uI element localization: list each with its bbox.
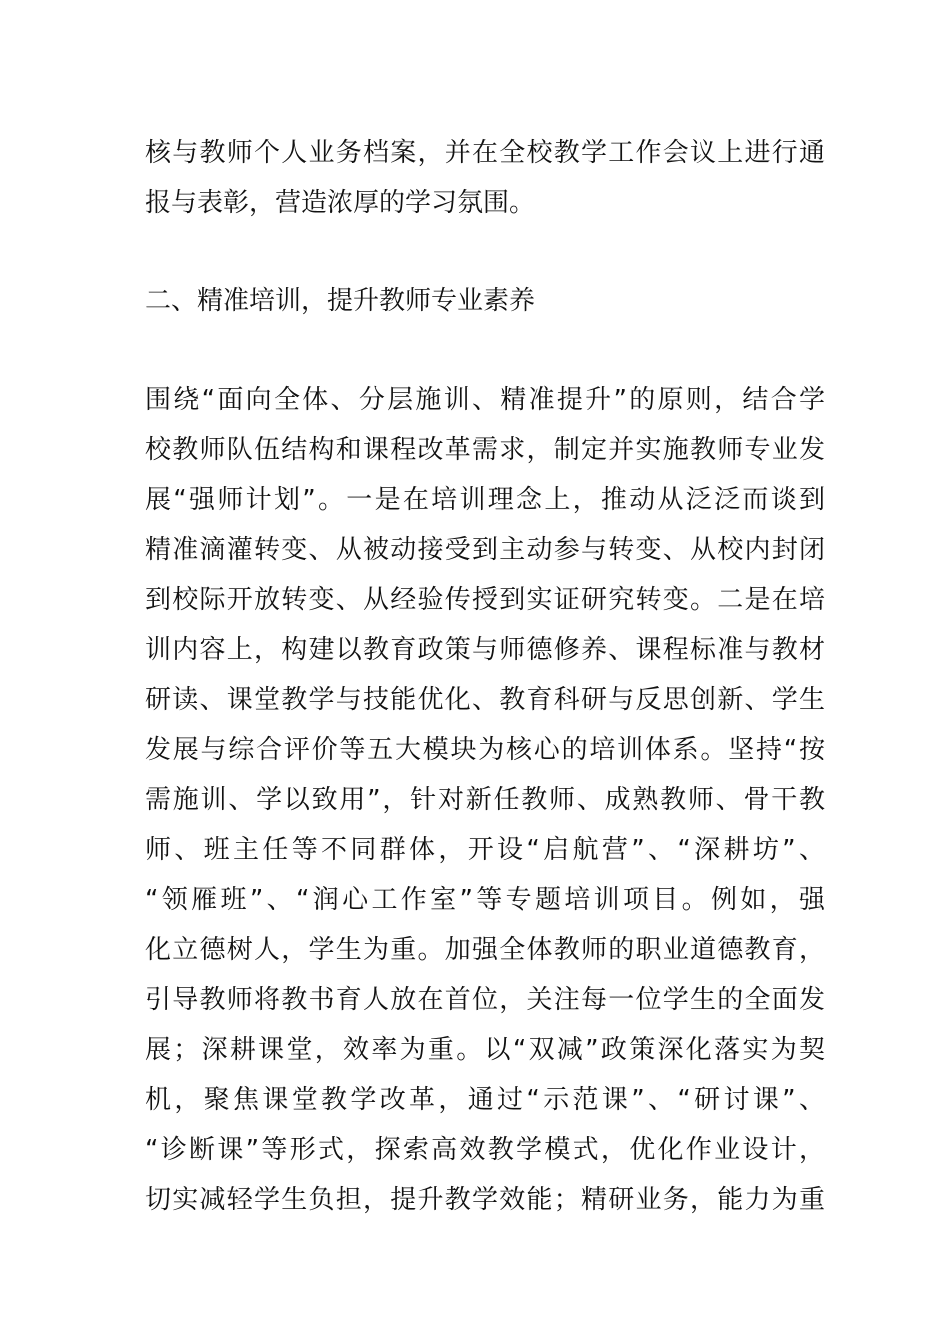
paragraph-2-line-15: 机，聚焦课堂教学改革，通过“示范课”、“研讨课”、	[145, 1085, 825, 1115]
paragraph-2-line-16: “诊断课”等形式，探索高效教学模式，优化作业设计，	[145, 1135, 825, 1165]
paragraph-2-line-9: 需施训、学以致用”，针对新任教师、成熟教师、骨干教	[145, 785, 825, 815]
paragraph-2-line-3: 展“强师计划”。一是在培训理念上，推动从泛泛而谈到	[145, 485, 825, 515]
paragraph-2-line-1: 围绕“面向全体、分层施训、精准提升”的原则，结合学	[145, 385, 825, 415]
paragraph-2-line-8: 发展与综合评价等五大模块为核心的培训体系。坚持“按	[145, 735, 825, 765]
paragraph-2-line-12: 化立德树人，学生为重。加强全体教师的职业道德教育，	[145, 935, 825, 965]
paragraph-2-line-5: 到校际开放转变、从经验传授到实证研究转变。二是在培	[145, 585, 825, 615]
paragraph-2-line-17: 切实减轻学生负担，提升教学效能；精研业务，能力为重	[145, 1185, 825, 1215]
paragraph-1-line-2: 报与表彰，营造浓厚的学习氛围。	[145, 188, 536, 218]
paragraph-2-line-13: 引导教师将教书育人放在首位，关注每一位学生的全面发	[145, 985, 825, 1015]
paragraph-2-line-11: “领雁班”、“润心工作室”等专题培训项目。例如，强	[145, 885, 825, 915]
paragraph-2-line-10: 师、班主任等不同群体，开设“启航营”、“深耕坊”、	[145, 835, 825, 865]
section-heading: 二、精准培训，提升教师专业素养	[145, 286, 536, 316]
paragraph-1-line-1: 核与教师个人业务档案，并在全校教学工作会议上进行通	[145, 138, 825, 168]
paragraph-2-line-4: 精准滴灌转变、从被动接受到主动参与转变、从校内封闭	[145, 535, 825, 565]
paragraph-2-line-7: 研读、课堂教学与技能优化、教育科研与反思创新、学生	[145, 685, 825, 715]
paragraph-2-line-6: 训内容上，构建以教育政策与师德修养、课程标准与教材	[145, 635, 825, 665]
paragraph-2-line-2: 校教师队伍结构和课程改革需求，制定并实施教师专业发	[145, 435, 825, 465]
paragraph-2-line-14: 展；深耕课堂，效率为重。以“双减”政策深化落实为契	[145, 1035, 825, 1065]
